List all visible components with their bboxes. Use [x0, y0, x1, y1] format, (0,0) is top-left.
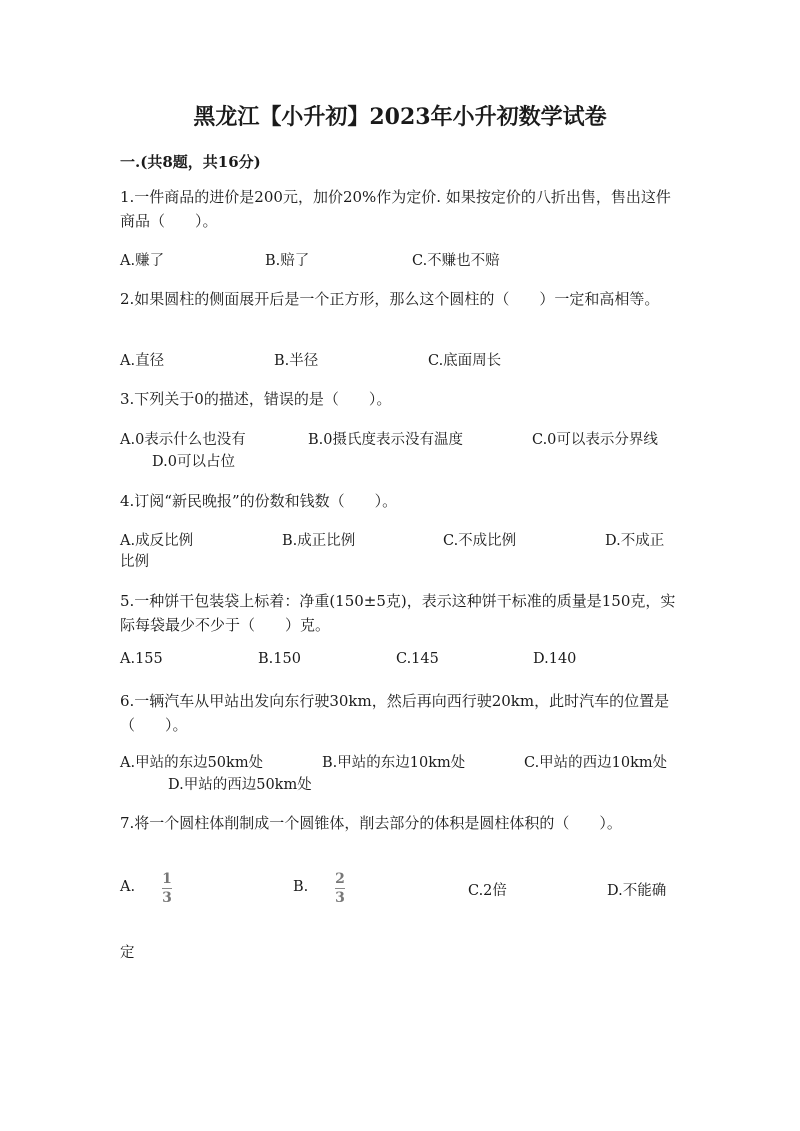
fraction-numerator: 1: [162, 871, 172, 887]
q1-option-c[interactable]: C.不赚也不赔: [412, 253, 500, 269]
q3-option-b[interactable]: B.0摄氏度表示没有温度: [308, 432, 463, 448]
fraction-denominator: 3: [162, 890, 172, 906]
q7-fraction-two-thirds: [335, 871, 345, 906]
fraction-denominator: 3: [335, 890, 345, 906]
page-title: 黑龙江【小升初】2023年小升初数学试卷: [193, 104, 607, 130]
q4-option-b[interactable]: B.成正比例: [282, 533, 356, 549]
q3-option-d[interactable]: D.0可以占位: [152, 454, 235, 470]
q1-option-a[interactable]: A.赚了: [120, 253, 165, 269]
question-3-text: 3.下列关于0的描述，错误的是（ ）。: [120, 390, 392, 408]
question-1-text: 1.一件商品的进价是200元，加价20%作为定价. 如果按定价的八折出售，售出这件商品（ ）。: [120, 188, 671, 230]
q2-option-b[interactable]: B.半径: [274, 353, 319, 369]
q7-option-c[interactable]: C.2倍: [468, 883, 507, 899]
question-4-text: 4.订阅“新民晚报”的份数和钱数（ ）。: [120, 492, 398, 510]
q6-option-b[interactable]: B.甲站的东边10km处: [322, 755, 466, 771]
fraction-bar: [162, 888, 172, 889]
q7-option-a[interactable]: A.: [120, 879, 136, 895]
question-2-text: 2.如果圆柱的侧面展开后是一个正方形，那么这个圆柱的（ ）一定和高相等。: [120, 290, 660, 308]
q1-option-b[interactable]: B.赔了: [265, 253, 310, 269]
q7-option-d[interactable]: D.不能确: [607, 883, 667, 899]
q6-option-d[interactable]: D.甲站的西边50km处: [168, 777, 312, 793]
q6-option-a[interactable]: A.甲站的东边50km处: [120, 755, 264, 771]
fraction-bar: [335, 888, 345, 889]
q7-option-d-continued: 定: [120, 945, 135, 961]
q4-option-a[interactable]: A.成反比例: [120, 533, 194, 549]
q4-option-d-continued: 比例: [120, 554, 149, 570]
section-heading: 一.(共8题，共16分): [120, 153, 261, 171]
question-5-text: 5.一种饼干包装袋上标着：净重(150±5克)，表示这种饼干标准的质量是150克，实际每袋最少不少于（ ）克。: [120, 592, 676, 634]
question-6-text: 6.一辆汽车从甲站出发向东行驶30km，然后再向西行驶20km，此时汽车的位置是（ ）。: [120, 692, 670, 734]
q2-option-a[interactable]: A.直径: [120, 353, 165, 369]
fraction-numerator: 2: [335, 871, 345, 887]
q5-option-b[interactable]: B.150: [258, 651, 301, 667]
q6-option-c[interactable]: C.甲站的西边10km处: [524, 755, 668, 771]
q5-option-c[interactable]: C.145: [396, 651, 439, 667]
q5-option-d[interactable]: D.140: [533, 651, 577, 667]
q7-fraction-one-third: [162, 871, 172, 906]
q7-option-b[interactable]: B.: [293, 879, 309, 895]
q4-option-c[interactable]: C.不成比例: [443, 533, 517, 549]
q3-option-c[interactable]: C.0可以表示分界线: [532, 432, 658, 448]
q5-option-a[interactable]: A.155: [120, 651, 163, 667]
q2-option-c[interactable]: C.底面周长: [428, 353, 502, 369]
q3-option-a[interactable]: A.0表示什么也没有: [120, 432, 246, 448]
question-7-text: 7.将一个圆柱体削制成一个圆锥体，削去部分的体积是圆柱体积的（ ）。: [120, 814, 622, 832]
q4-option-d[interactable]: D.不成正: [605, 533, 665, 549]
